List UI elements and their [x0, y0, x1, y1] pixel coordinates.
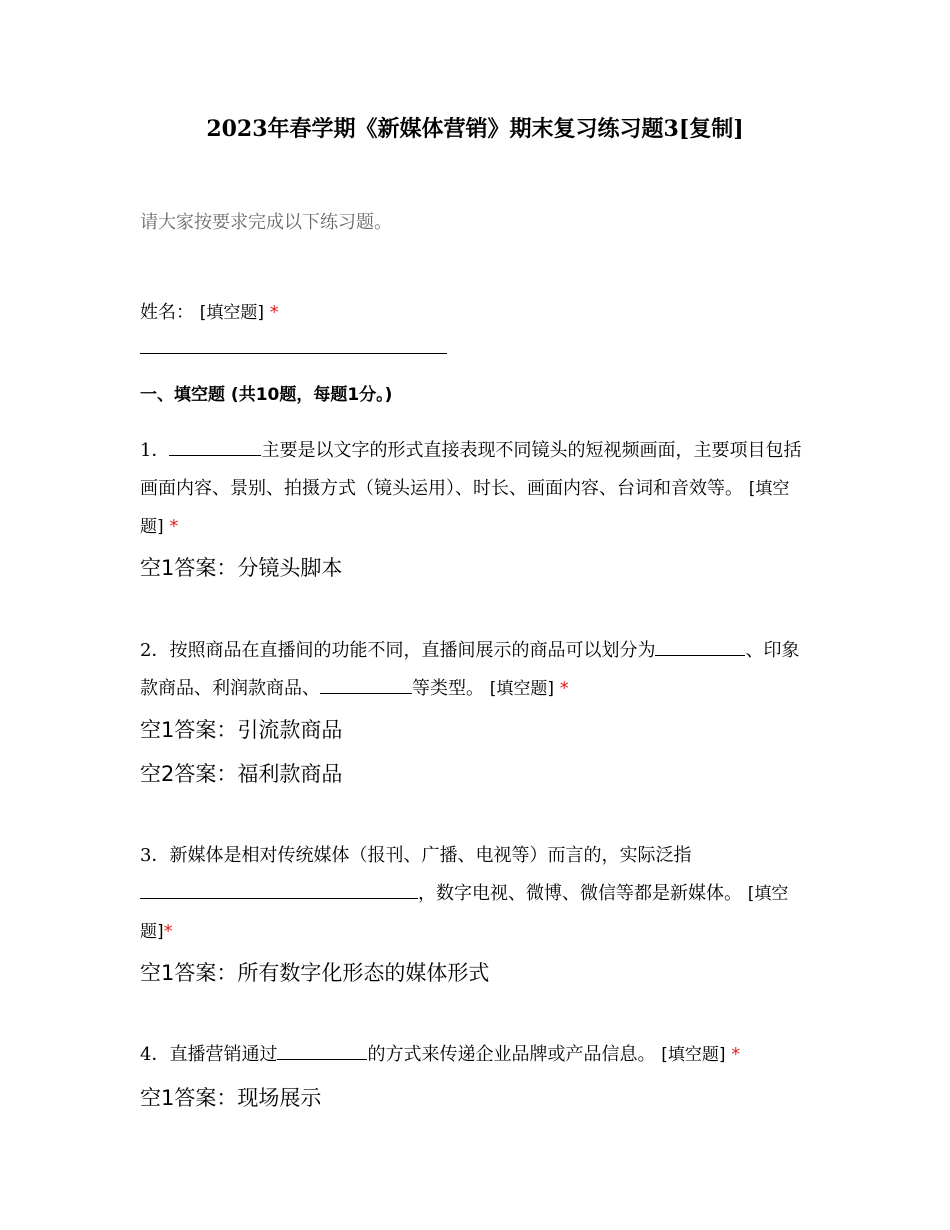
fill-tag: [填空题]: [140, 884, 789, 942]
intro-text: 请大家按要求完成以下练习题。: [140, 212, 392, 233]
question-text: 等类型。: [412, 678, 484, 699]
question-number: 3．: [140, 845, 170, 866]
question-2: [140, 632, 810, 708]
question-number: 4．: [140, 1044, 170, 1065]
question-text: 新媒体是相对传统媒体（报刊、广播、电视等）而言的，实际泛指: [169, 845, 692, 866]
question-text: 主要是以文字的形式直接表现不同镜头的短视频画面，主要项目包括画面内容、景别、拍摄方式（镜头运用）、时长、画面内容、台词和音效等。: [140, 440, 802, 499]
fill-tag: [填空题]: [489, 679, 554, 699]
question-number: 1．: [140, 440, 170, 461]
question-1: [140, 432, 810, 546]
answer-blank: [277, 1043, 367, 1060]
question-text: ，数字电视、微博、微信等都是新媒体。: [418, 883, 742, 904]
required-mark: *: [559, 678, 569, 699]
question-text: 的方式来传递企业品牌或产品信息。: [367, 1044, 656, 1065]
question-3: [140, 837, 810, 951]
answer-4-1: 空1答案：现场展示: [140, 1086, 322, 1110]
question-text: 直播营销通过: [169, 1044, 278, 1065]
answer-blank: [169, 439, 261, 456]
answer-blank: [140, 882, 418, 899]
required-mark: *: [169, 516, 179, 537]
name-answer-line: [140, 352, 447, 354]
fill-tag: [填空题]: [199, 303, 264, 323]
answer-blank: [655, 639, 745, 656]
required-mark: *: [731, 1044, 741, 1065]
page-title: 2023年春学期《新媒体营销》期末复习练习题3[复制]: [206, 116, 744, 142]
section-heading: 一、填空题 (共10题，每题1分。): [140, 385, 393, 405]
question-text: 、印象款商品、利润款商品、: [140, 640, 800, 699]
question-number: 2．: [140, 640, 170, 661]
answer-1-1: 空1答案：分镜头脚本: [140, 556, 343, 580]
answer-2-2: 空2答案：福利款商品: [140, 762, 343, 786]
name-label: 姓名：: [140, 302, 194, 323]
answer-3-1: 空1答案：所有数字化形态的媒体形式: [140, 961, 490, 985]
answer-blank: [320, 677, 412, 694]
fill-tag: [填空题]: [661, 1045, 726, 1065]
required-mark: *: [163, 921, 173, 942]
required-mark: *: [269, 302, 279, 323]
question-text: 按照商品在直播间的功能不同，直播间展示的商品可以划分为: [169, 640, 656, 661]
name-question: [140, 298, 279, 324]
question-4: [140, 1036, 810, 1074]
answer-2-1: 空1答案：引流款商品: [140, 718, 343, 742]
fill-tag: [填空题]: [140, 479, 790, 537]
